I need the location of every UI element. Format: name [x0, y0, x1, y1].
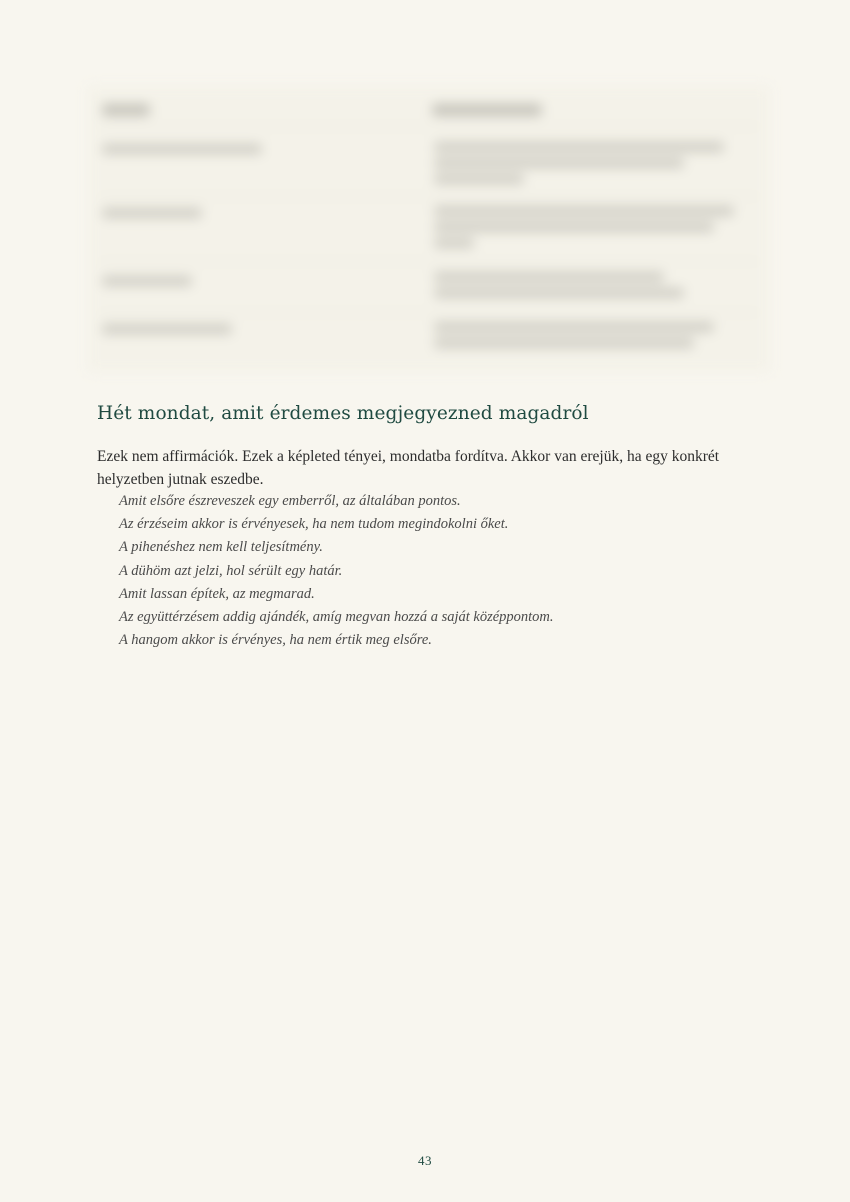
table-cell	[434, 158, 684, 168]
table-cell	[102, 208, 202, 218]
list-item: Az együttérzésem addig ajándék, amíg megvan hozzá a saját középpontom.	[119, 609, 554, 626]
table-cell	[434, 338, 694, 348]
table-divider	[98, 126, 760, 127]
table-cell	[434, 288, 684, 298]
blurred-table	[88, 86, 770, 372]
list-item: Amit elsőre észreveszek egy emberről, az általában pontos.	[119, 493, 461, 509]
table-header-left	[102, 104, 150, 116]
table-cell	[102, 144, 262, 154]
page-number: 43	[418, 1153, 432, 1168]
table-cell	[434, 272, 664, 282]
table-cell	[102, 276, 192, 286]
table-divider	[98, 196, 760, 197]
table-cell	[434, 174, 524, 184]
section-title: Hét mondat, amit érdemes megjegyezned magadról	[97, 403, 589, 424]
sentence-list	[119, 490, 554, 652]
list-item: Az érzéseim akkor is érvényesek, ha nem tudom megindokolni őket.	[119, 516, 509, 533]
table-divider	[98, 261, 760, 262]
list-item: A hangom akkor is érvényes, ha nem értik meg elsőre.	[119, 632, 432, 649]
table-cell	[434, 222, 714, 232]
list-item: A dühöm azt jelzi, hol sérült egy határ.	[119, 562, 343, 579]
table-cell	[434, 322, 714, 332]
table-header-right	[432, 104, 542, 116]
list-item: A pihenéshez nem kell teljesítmény.	[119, 539, 323, 556]
table-cell	[434, 206, 734, 216]
table-cell	[434, 142, 724, 152]
table-divider	[98, 312, 760, 313]
intro-paragraph: Ezek nem affirmációk. Ezek a képleted tényei, mondatba fordítva. Akkor van erejük, ha egy konkrét helyzetben jutnak eszedbe.	[97, 448, 720, 488]
table-cell	[102, 324, 232, 334]
table-cell	[434, 238, 474, 248]
list-item: Amit lassan építek, az megmarad.	[119, 585, 315, 602]
